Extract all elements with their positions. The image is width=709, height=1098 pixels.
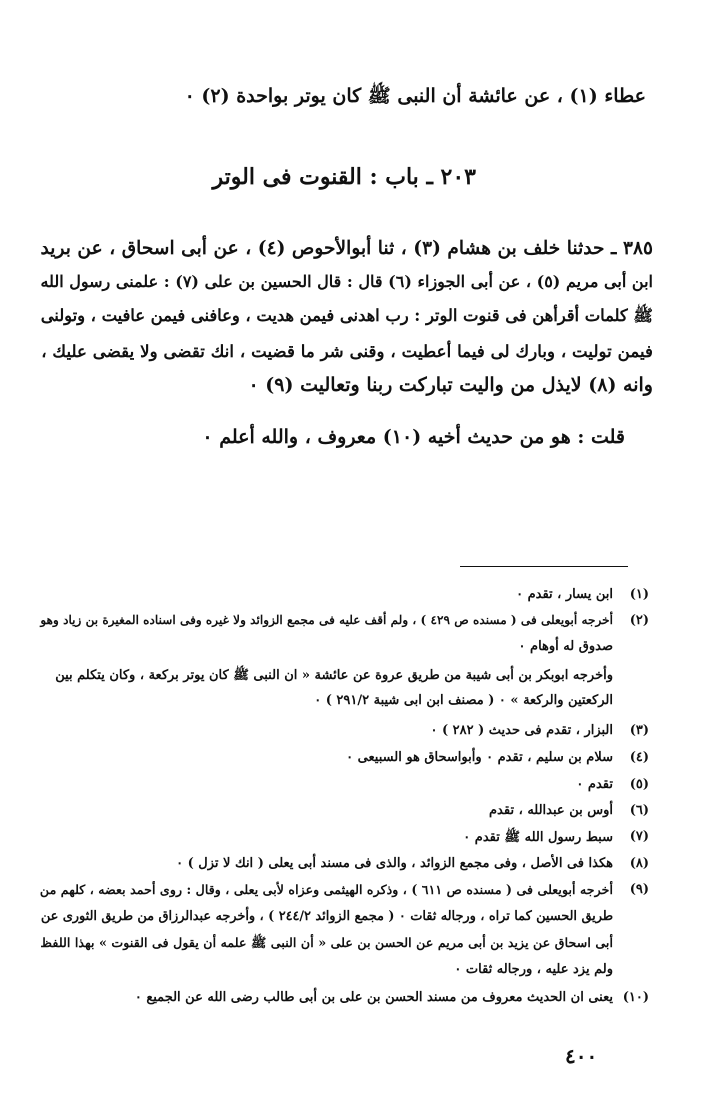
footnote-text: أوس بن عبدالله ، تقدم	[489, 803, 613, 818]
page-number: ٤٠٠	[565, 1044, 598, 1068]
footnote-text: وأخرجه ابوبكر بن أبى شيبة من طريق عروة عن عائشة « ان النبى ﷺ كان يوتر بركعة ، وكان يتكلم بين	[55, 668, 613, 683]
footnote-text: ولم يزد عليه ، ورجاله ثقات ٠	[454, 962, 613, 977]
commentary-line: قلت : هو من حديث أخيه (١٠) معروف ، والله أعلم ٠	[202, 426, 625, 448]
footnote-text: يعنى ان الحديث معروف من مسند الحسن بن على بن أبى طالب رضى الله عن الجميع ٠	[134, 990, 613, 1005]
footnote-text: أخرجه أبويعلى فى ( مسنده ص ٤٢٩ ) ، ولم أقف عليه فى مجمع الزوائد ولا غيره وفى اسناده المغيرة بن زياد وهو	[40, 613, 613, 627]
hadith-line-1: ٣٨٥ ـ حدثنا خلف بن هشام (٣) ، ثنا أبوالأحوص (٤) ، عن أبى اسحاق ، عن بريد	[40, 237, 653, 259]
footnote-text: تقدم ٠	[576, 777, 613, 792]
footnote-text: صدوق له أوهام ٠	[518, 639, 613, 654]
footnote-number: (٤)	[629, 750, 649, 765]
chapter-heading: ٢٠٣ ـ باب : القنوت فى الوتر	[212, 164, 476, 190]
footnote-number: (٨)	[629, 856, 649, 871]
body-line-1: عطاء (١) ، عن عائشة أن النبى ﷺ كان يوتر بواحدة (٢) ٠	[184, 85, 646, 107]
footnote-number: (١٠)	[622, 990, 649, 1005]
footnote-text: طريق الحسين كما تراه ، ورجاله ثقات ٠ ( مجمع الزوائد ٢٤٤/٢ ) ، وأخرجه عبدالرزاق من طريق الثورى عن	[40, 909, 613, 924]
footnote-number: (٦)	[629, 803, 649, 818]
footnote-text: البزار ، تقدم فى حديث ( ٢٨٢ ) ٠	[430, 723, 613, 738]
hadith-line-4: فيمن توليت ، وبارك لى فيما أعطيت ، وقنى شر ما قضيت ، انك تقضى ولا يقضى عليك ،	[41, 341, 653, 361]
footnote-text: أخرجه أبويعلى فى ( مسنده ص ٦١١ ) ، وذكره الهيثمى وعزاه لأبى يعلى ، وقال : روى أحمد بعضه ، كلهم من	[39, 882, 613, 897]
footnote-text: سبط رسول الله ﷺ تقدم ٠	[463, 830, 613, 845]
hadith-line-5: وانه (٨) لايذل من واليت تباركت ربنا وتعاليت (٩) ٠	[248, 374, 653, 396]
footnote-text: سلام بن سليم ، تقدم ٠ وأبواسحاق هو السبيعى ٠	[346, 750, 613, 765]
footnote-text: هكذا فى الأصل ، وفى مجمع الزوائد ، والذى فى مسند أبى يعلى ( انك لا تزل ) ٠	[176, 856, 613, 871]
hadith-line-3: ﷺ كلمات أقرأهن فى قنوت الوتر : رب اهدنى فيمن هديت ، وعافنى فيمن عافيت ، وتولنى	[40, 306, 653, 325]
hadith-line-2: ابن أبى مريم (٥) ، عن أبى الجوزاء (٦) قال : قال الحسين بن على (٧) : علمنى رسول الله	[40, 272, 653, 291]
footnote-number: (٩)	[629, 882, 649, 897]
footnote-number: (٧)	[629, 829, 649, 844]
footnote-number: (٥)	[629, 777, 649, 792]
footnote-text: ابن يسار ، تقدم ٠	[516, 587, 613, 602]
footnote-number: (١)	[629, 587, 649, 602]
footnote-number: (٣)	[629, 723, 649, 738]
footnote-separator	[460, 566, 628, 567]
footnote-text: الركعتين والركعة » ٠ ( مصنف ابن ابى شيبة ٢٩١/٢ ) ٠	[314, 693, 613, 708]
footnote-number: (٢)	[629, 613, 649, 628]
footnote-text: أبى اسحاق عن يزيد بن أبى مريم عن الحسن بن على « أن النبى ﷺ علمه أن يقول فى القنوت » بهذا اللفظ	[40, 936, 613, 951]
